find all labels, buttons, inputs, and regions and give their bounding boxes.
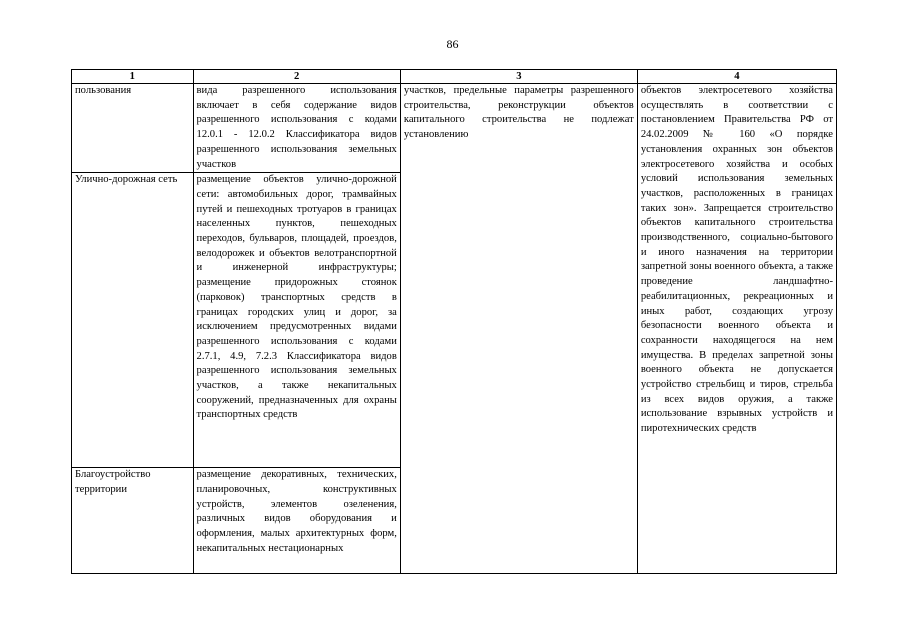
parameters-cell: участков, предельные параметры разрешенного строительства, реконструкции объектов капитального строительства не подлежат установлению bbox=[400, 84, 637, 574]
page-number: 86 bbox=[446, 37, 459, 51]
column-header-3: 3 bbox=[400, 70, 637, 84]
regulations-table bbox=[71, 69, 837, 574]
column-header-4: 4 bbox=[637, 70, 836, 84]
restrictions-cell: объектов электросетевого хозяйства осуществлять в соответствии с постановлением Правительства РФ от 24.02.2009 № 160 «О порядке установления охранных зон объектов электросетевого хозяйства и особых условий использования земельных участков, расположенных в границах таких зон». Запрещается строительство объектов капитального строительства производственного, социально-бытового и иного назначения на территории запретной зоны военного объекта, а также проведение ландшафтно-реабилитационных, рекреационных и иных работ, создающих угрозу безопасности военного объекта и сохранности находящегося на нем имущества. В пределах запретной зоны военного объекта не допускается устройство стрельбищ и тиров, стрельба из всех видов оружия, а также использование взрывных устройств и пиротехнических средств bbox=[637, 84, 836, 574]
row2-zone-name: Улично-дорожная сеть bbox=[72, 173, 194, 468]
row2-description: размещение объектов улично-дорожной сети: автомобильных дорог, трамвайных путей и пешеходных тротуаров в границах населенных пунктов, пешеходных переходов, бульваров, площадей, проездов, велодорожек и объектов велотранспортной и инженерной инфраструктуры; размещение придорожных стоянок (парковок) транспортных средств в границах городских улиц и дорог, за исключением предусмотренных видами разрешенного использования с кодами 2.7.1, 4.9, 7.2.3 Классификатора видов разрешенного использования земельных участков, а также некапитальных сооружений, предназначенных для охраны транспортных средств bbox=[193, 173, 400, 468]
row1-description: вида разрешенного использования включает в себя содержание видов разрешенного использования с кодами 12.0.1 - 12.0.2 Классификатора видов разрешенного использования земельных участков bbox=[193, 84, 400, 173]
table-header-row bbox=[72, 70, 837, 84]
table-row bbox=[72, 84, 837, 173]
column-header-1: 1 bbox=[72, 70, 194, 84]
row3-description: размещение декоративных, технических, планировочных, конструктивных устройств, элементов озеленения, различных видов оборудования и оформления, малых архитектурных форм, некапитальных нестационарных bbox=[193, 468, 400, 574]
row1-zone-name: пользования bbox=[72, 84, 194, 173]
column-header-2: 2 bbox=[193, 70, 400, 84]
row3-zone-name: Благоустройство территории bbox=[72, 468, 194, 574]
